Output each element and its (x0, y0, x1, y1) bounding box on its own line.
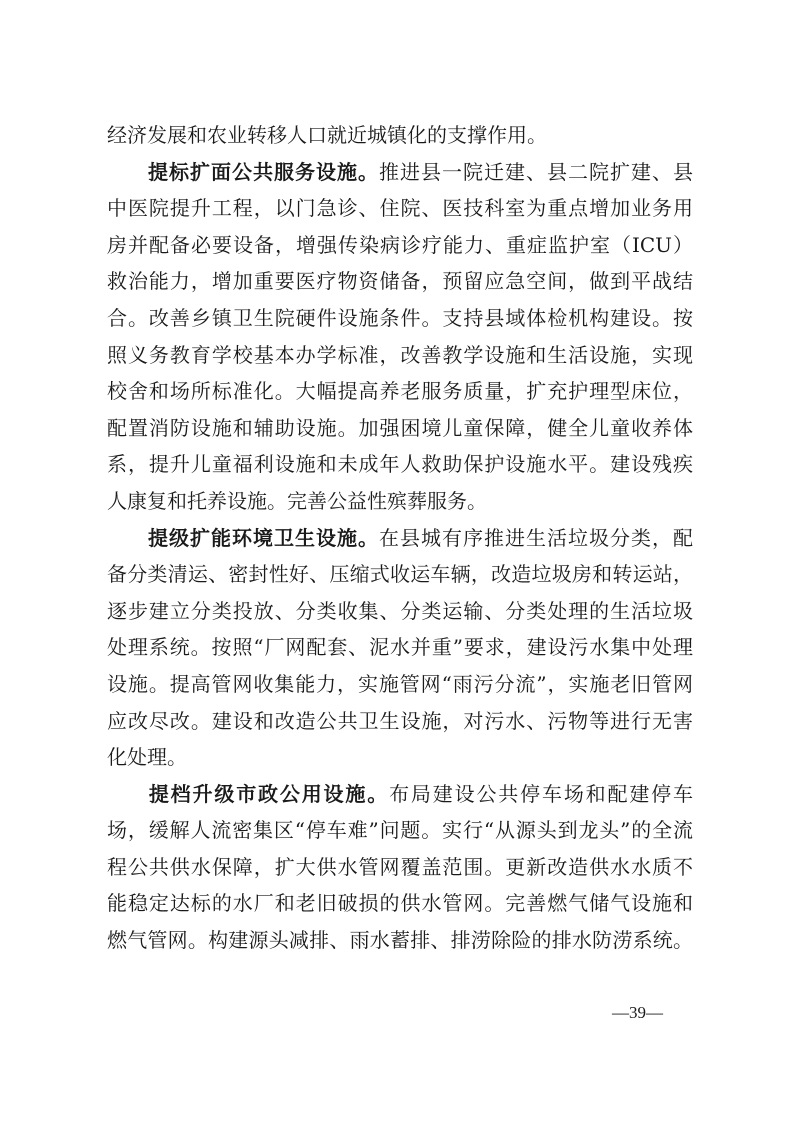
body-text: 燃气管网。构建源头减排、雨水蓄排、排涝除险的排水防涝系统。 (107, 928, 693, 953)
paragraph-line (107, 373, 693, 410)
body-text: 化处理。 (107, 745, 187, 770)
paragraph-line (107, 739, 693, 776)
body-text: 推进县一院迁建、县二院扩建、县 (379, 159, 693, 184)
body-text: 经济发展和农业转移人口就近城镇化的支撑作用。 (107, 123, 547, 147)
body-text: 程公共供水保障，扩大供水管网覆盖范围。更新改造供水水质不 (107, 854, 693, 879)
body-text: 应改尽改。建设和改造公共卫生设施，对污水、污物等进行无害 (107, 708, 693, 733)
body-text: 处理系统。按照“厂网配套、泥水并重”要求，建设污水集中处理 (107, 635, 693, 660)
paragraph-line (107, 593, 693, 630)
paragraph-line (107, 227, 693, 264)
body-text: 设施。提高管网收集能力，实施管网“雨污分流”，实施老旧管网 (107, 671, 693, 696)
paragraph-line (107, 922, 693, 959)
paragraph-line (107, 263, 693, 300)
paragraph-line (107, 483, 693, 520)
body-text: 救治能力，增加重要医疗物资储备，预留应急空间，做到平战结 (107, 269, 693, 294)
body-text: 校舍和场所标准化。大幅提高养老服务质量，扩充护理型床位， (107, 379, 693, 404)
paragraph-first-line (107, 776, 693, 813)
paragraph-line (107, 556, 693, 593)
body-text: 在县城有序推进生活垃圾分类，配 (379, 525, 693, 550)
body-text: 备分类清运、密封性好、压缩式收运车辆，改造垃圾房和转运站， (107, 562, 693, 587)
body-text: 中医院提升工程，以门急诊、住院、医技科室为重点增加业务用 (107, 196, 693, 221)
body-text: 合。改善乡镇卫生院硬件设施条件。支持县域体检机构建设。按 (107, 305, 693, 330)
body-text: 能稳定达标的水厂和老旧破损的供水管网。完善燃气储气设施和 (107, 891, 693, 916)
body-text: 逐步建立分类投放、分类收集、分类运输、分类处理的生活垃圾 (107, 598, 693, 623)
paragraph-line (107, 703, 693, 740)
paragraph-line (107, 300, 693, 337)
paragraph-line (107, 849, 693, 886)
paragraph-line (107, 190, 693, 227)
paragraph-line (107, 337, 693, 374)
body-text: 照义务教育学校基本办学标准，改善教学设施和生活设施，实现 (107, 342, 693, 367)
body-text: 房并配备必要设备，增强传染病诊疗能力、重症监护室（ICU） (107, 232, 693, 257)
body-text: 场，缓解人流密集区“停车难”问题。实行“从源头到龙头”的全流 (107, 818, 693, 843)
paragraph-line (107, 812, 693, 849)
section-heading: 提档升级市政公用设施。 (147, 781, 390, 806)
paragraph-first-line (107, 520, 693, 557)
section-heading: 提标扩面公共服务设施。 (147, 159, 379, 184)
page-number: —39— (612, 1003, 663, 1022)
paragraph-first-line (107, 154, 693, 191)
paragraph-line (107, 629, 693, 666)
paragraph-line (107, 410, 693, 447)
paragraph-line (107, 666, 693, 703)
document-body (107, 117, 693, 959)
paragraph-line (107, 885, 693, 922)
section-heading: 提级扩能环境卫生设施。 (147, 525, 379, 550)
paragraph-line (107, 446, 693, 483)
body-text: 系，提升儿童福利设施和未成年人救助保护设施水平。建设残疾 (107, 452, 693, 477)
body-text: 配置消防设施和辅助设施。加强困境儿童保障，健全儿童收养体 (107, 415, 693, 440)
body-text: 布局建设公共停车场和配建停车 (389, 781, 694, 806)
body-text: 人康复和托养设施。完善公益性殡葬服务。 (107, 488, 487, 513)
paragraph-line (107, 117, 693, 154)
